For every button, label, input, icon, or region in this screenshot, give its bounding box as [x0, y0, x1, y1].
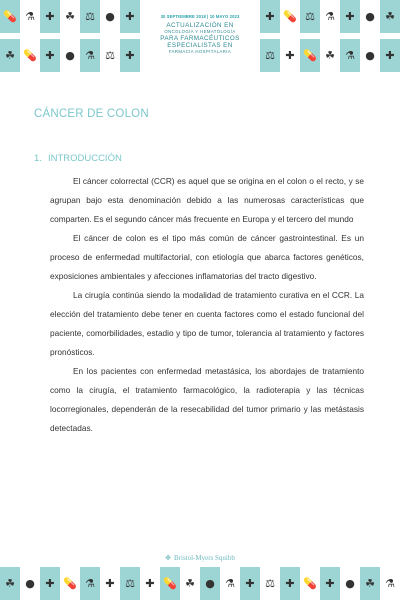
- footer-band: [0, 567, 400, 600]
- paragraph: El cáncer colorrectal (CCR) es aquel que se origina en el colon o el recto, y se agrupan bajo esta denominación debido a las numerosas características que comparten. Es el segundo cáncer más frecuente en Europa y el tercero del mundo: [50, 176, 364, 224]
- paragraph: La cirugía continúa siendo la modalidad de tratamiento curativa en el CCR. La elección del tratamiento debe tener en cuenta factores como el estado funcional del paciente, comorbilidades, estadio y tipo de tumor, tolerancia al tratamiento y factores pronósticos.: [50, 290, 364, 357]
- flask-icon: ⚗: [80, 567, 100, 600]
- paragraph: El cáncer de colon es el tipo más común de cáncer gastrointestinal. Es un proceso de enfermedad multifactorial, con etiología que abarca factores genéticos, exposiciones ambientales y afecciones inflamatorias del tracto digestivo.: [50, 233, 364, 281]
- drop-icon: ●: [340, 567, 360, 600]
- medkit-icon: ✚: [260, 0, 280, 33]
- drop-icon: ●: [200, 567, 220, 600]
- flask-icon: ⚗: [20, 0, 40, 33]
- drop-icon: ●: [20, 567, 40, 600]
- flask-icon: ⚗: [80, 39, 100, 72]
- lungs-icon: ☘: [0, 39, 20, 72]
- pill-icon: 💊: [160, 567, 180, 600]
- flask-icon: ⚗: [220, 567, 240, 600]
- medkit-icon: ✚: [140, 567, 160, 600]
- section-title: INTRODUCCIÓN: [47, 153, 122, 164]
- course-title-line: ESPECIALISTAS EN: [167, 42, 233, 49]
- course-title-line: ACTUALIZACIÓN EN: [166, 22, 234, 29]
- logo-icon: ✥: [165, 554, 171, 562]
- syringe-icon: ✚: [40, 39, 60, 72]
- medkit-icon: ✚: [320, 567, 340, 600]
- course-title-line: ONCOLOGÍA Y HEMATOLOGÍA: [164, 29, 236, 34]
- syringe-icon: ✚: [40, 567, 60, 600]
- paragraph: En los pacientes con enfermedad metastásica, los abordajes de tratamiento como la cirugía, el tratamiento farmacológico, la radioterapia y las técnicas locorregionales, dependerán de la resecabilidad del tumor primario y las metástasis detectadas.: [50, 366, 364, 433]
- header-band: [0, 0, 400, 78]
- syringe-icon: ✚: [40, 0, 60, 33]
- pill-icon: 💊: [20, 39, 40, 72]
- pill-icon: 💊: [280, 0, 300, 33]
- footer-logo: [0, 554, 400, 562]
- drop-icon: ●: [360, 0, 380, 33]
- lungs-icon: ☘: [180, 567, 200, 600]
- footer-pattern-row: [0, 567, 400, 600]
- lungs-icon: ☘: [60, 0, 80, 33]
- cross-icon: ✚: [340, 0, 360, 33]
- cross-icon: ✚: [280, 39, 300, 72]
- course-banner: [145, 0, 255, 78]
- syringe-icon: ✚: [280, 567, 300, 600]
- drop-icon: ●: [100, 0, 120, 33]
- flask-icon: ⚗: [340, 39, 360, 72]
- body-text: [50, 172, 364, 438]
- flask-icon: ⚗: [320, 0, 340, 33]
- page-title: CÁNCER DE COLON: [34, 108, 149, 120]
- flask-icon: ⚗: [380, 567, 400, 600]
- section-number: 1.: [34, 153, 42, 164]
- medkit-icon: ✚: [120, 39, 140, 72]
- scale-icon: ⚖: [260, 39, 280, 72]
- scale-icon: ⚖: [300, 0, 320, 33]
- scale-icon: ⚖: [80, 0, 100, 33]
- cross-icon: ✚: [100, 567, 120, 600]
- logo-text: Bristol-Myers Squibb: [174, 554, 235, 562]
- cross-icon: ✚: [240, 567, 260, 600]
- cross-icon: ✚: [120, 0, 140, 33]
- lungs-icon: ☘: [0, 567, 20, 600]
- course-title-line: FARMACIA HOSPITALARIA: [168, 49, 232, 54]
- pill-icon: 💊: [60, 567, 80, 600]
- scale-icon: ⚖: [260, 567, 280, 600]
- syringe-icon: ✚: [380, 39, 400, 72]
- course-title-line: PARA FARMACÉUTICOS: [160, 35, 240, 42]
- drop-icon: ●: [360, 39, 380, 72]
- scale-icon: ⚖: [120, 567, 140, 600]
- lungs-icon: ☘: [380, 0, 400, 33]
- course-dates: 30 SEPTIEMBRE 2018 | 10 MAYO 2023: [160, 14, 240, 19]
- section-heading: [34, 153, 122, 164]
- pill-icon: 💊: [0, 0, 20, 33]
- scale-icon: ⚖: [100, 39, 120, 72]
- lungs-icon: ☘: [360, 567, 380, 600]
- pill-icon: 💊: [300, 39, 320, 72]
- pill-icon: 💊: [300, 567, 320, 600]
- lungs-icon: ☘: [320, 39, 340, 72]
- drop-icon: ●: [60, 39, 80, 72]
